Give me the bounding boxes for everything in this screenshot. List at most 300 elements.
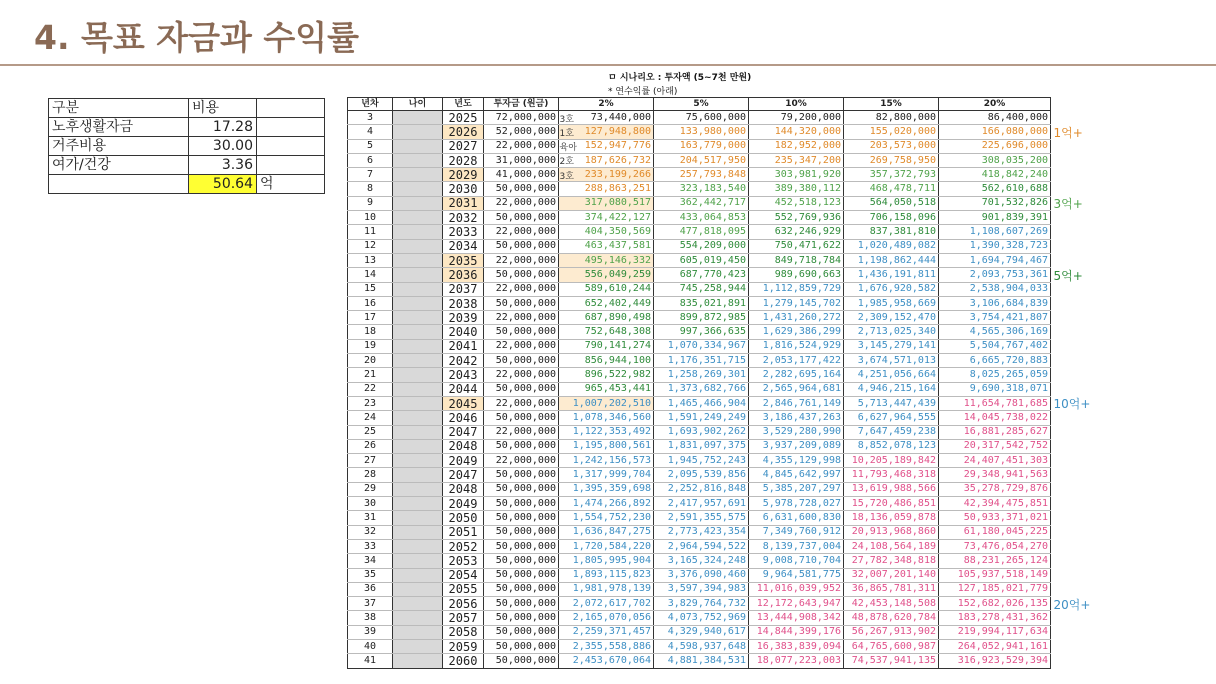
cell-year-count: 7 [348,168,393,182]
table-row [348,425,1051,439]
cell-year-count: 8 [348,182,393,196]
cell-rate-15: 24,108,564,189 [844,539,939,553]
investment-projection-table [347,97,1051,669]
cell-age [393,568,443,582]
cell-rate-5: 1,591,249,249 [654,411,749,425]
cell-rate-20: 42,394,475,851 [939,497,1051,511]
cell-rate-2: 1,007,202,510 [559,396,654,410]
cell-year: 2052 [443,539,484,553]
header-rate-5: 5% [654,98,749,111]
cell-rate-5: 1,465,466,904 [654,396,749,410]
cell-year-count: 35 [348,568,393,582]
summary-header-cost: 비용 [189,99,257,118]
cell-age [393,268,443,282]
cell-year: 2049 [443,497,484,511]
cell-year: 2048 [443,439,484,453]
table-row [348,168,1051,182]
table-row [348,196,1051,210]
cell-rate-10: 13,444,908,342 [749,611,844,625]
table-row [348,339,1051,353]
cell-year-count: 25 [348,425,393,439]
cell-rate-5: 605,019,450 [654,253,749,267]
cell-rate-15: 7,647,459,238 [844,425,939,439]
cell-rate-15: 42,453,148,508 [844,597,939,611]
summary-value: 17.28 [189,118,257,137]
cell-rate-15: 64,765,600,987 [844,639,939,653]
cell-rate-15: 837,381,810 [844,225,939,239]
cell-rate-20: 29,348,941,563 [939,468,1051,482]
cell-rate-5: 2,417,957,691 [654,497,749,511]
cell-rate-20: 73,476,054,270 [939,539,1051,553]
cell-rate-10: 1,629,386,299 [749,325,844,339]
table-row [348,153,1051,167]
cell-year-count: 39 [348,625,393,639]
cell-principal: 50,000,000 [484,468,559,482]
cell-rate-5: 4,881,384,531 [654,654,749,668]
cell-year-count: 4 [348,125,393,139]
table-row [348,568,1051,582]
milestone-marker: 20억+ [1053,597,1091,612]
cell-age [393,411,443,425]
summary-row [49,156,325,175]
scenario-note: ㅁ 시나리오 : 투자액 (5~7천 만원) [608,73,752,83]
cell-year-count: 30 [348,497,393,511]
cell-rate-10: 9,964,581,775 [749,568,844,582]
table-row [348,354,1051,368]
cell-rate-20: 50,933,371,021 [939,511,1051,525]
cell-rate-15: 4,946,215,164 [844,382,939,396]
cell-year-count: 34 [348,554,393,568]
cost-summary-table [48,98,325,194]
header-rate-15: 15% [844,98,939,111]
cell-rate-5: 2,095,539,856 [654,468,749,482]
cell-rate-20: 14,045,738,022 [939,411,1051,425]
cell-principal: 50,000,000 [484,239,559,253]
cell-principal: 22,000,000 [484,396,559,410]
summary-total-unit: 억 [257,175,325,194]
cell-rate-5: 1,070,334,967 [654,339,749,353]
cell-principal: 50,000,000 [484,482,559,496]
cell-rate-20: 9,690,318,071 [939,382,1051,396]
cell-year: 2025 [443,111,484,125]
table-row [348,182,1051,196]
cell-rate-10: 7,349,760,912 [749,525,844,539]
cell-rate-15: 1,436,191,811 [844,268,939,282]
cell-year-count: 3 [348,111,393,125]
cell-rate-5: 899,872,985 [654,311,749,325]
summary-label: 노후생활자금 [49,118,189,137]
cell-rate-10: 182,952,000 [749,139,844,153]
cell-year: 2039 [443,311,484,325]
cell-rate-20: 308,035,200 [939,153,1051,167]
table-row [348,311,1051,325]
cell-rate-2: 687,890,498 [559,311,654,325]
cell-year-count: 12 [348,239,393,253]
cell-rate-5: 554,209,000 [654,239,749,253]
cell-rate-20: 16,881,285,627 [939,425,1051,439]
cell-rate-5: 2,773,423,354 [654,525,749,539]
table-row [348,525,1051,539]
table-row [348,139,1051,153]
cell-year: 2028 [443,153,484,167]
cell-year: 2033 [443,225,484,239]
cell-principal: 22,000,000 [484,339,559,353]
cell-age [393,125,443,139]
cell-rate-20: 105,937,518,149 [939,568,1051,582]
cell-rate-5: 1,945,752,243 [654,454,749,468]
cell-year-count: 17 [348,311,393,325]
cell-rate-10: 5,978,728,027 [749,497,844,511]
cell-year: 2057 [443,611,484,625]
cell-rate-5: 997,366,635 [654,325,749,339]
cell-rate-5: 433,064,853 [654,211,749,225]
cell-age [393,139,443,153]
cell-rate-10: 11,016,039,952 [749,582,844,596]
cell-rate-20: 8,025,265,059 [939,368,1051,382]
cell-year: 2037 [443,282,484,296]
table-row [348,611,1051,625]
cell-age [393,639,443,653]
summary-total-row [49,175,325,194]
summary-value: 30.00 [189,137,257,156]
cell-rate-15: 32,007,201,140 [844,568,939,582]
cell-rate-20: 1,694,794,467 [939,253,1051,267]
cell-rate-2: 1,554,752,230 [559,511,654,525]
cell-rate-10: 235,347,200 [749,153,844,167]
cell-age [393,439,443,453]
cell-rate-15: 468,478,711 [844,182,939,196]
summary-header-unit [257,99,325,118]
cell-principal: 50,000,000 [484,654,559,668]
cell-principal: 50,000,000 [484,597,559,611]
cell-rate-2: 2,072,617,702 [559,597,654,611]
cell-rate-20: 11,654,781,685 [939,396,1051,410]
cell-rate-10: 1,816,524,929 [749,339,844,353]
cell-principal: 50,000,000 [484,511,559,525]
cell-rate-10: 849,718,784 [749,253,844,267]
cell-rate-20: 183,278,431,362 [939,611,1051,625]
cell-principal: 50,000,000 [484,497,559,511]
cell-rate-20: 6,665,720,883 [939,354,1051,368]
cell-year-count: 5 [348,139,393,153]
cell-age [393,454,443,468]
cell-rate-2: 856,944,100 [559,354,654,368]
summary-label: 여가/건강 [49,156,189,175]
cell-year-count: 26 [348,439,393,453]
cell-rate-20: 2,538,904,033 [939,282,1051,296]
cell-rate-2: 73,440,000 [559,111,654,125]
cell-rate-2: 187,626,732 [559,153,654,167]
cell-age [393,511,443,525]
cell-age [393,654,443,668]
cell-rate-5: 835,021,891 [654,296,749,310]
cell-rate-15: 203,573,000 [844,139,939,153]
cell-rate-10: 6,631,600,830 [749,511,844,525]
cell-rate-2: 790,141,274 [559,339,654,353]
table-row [348,554,1051,568]
cell-year-count: 9 [348,196,393,210]
cell-rate-15: 3,145,279,141 [844,339,939,353]
cell-principal: 50,000,000 [484,382,559,396]
cell-age [393,497,443,511]
cell-age [393,368,443,382]
cell-age [393,239,443,253]
cell-rate-15: 36,865,781,311 [844,582,939,596]
cell-rate-5: 4,598,937,648 [654,639,749,653]
cell-year: 2031 [443,196,484,210]
header-rate-2: 2% [559,98,654,111]
cell-rate-20: 24,407,451,303 [939,454,1051,468]
cell-rate-2: 2,453,670,064 [559,654,654,668]
cell-principal: 72,000,000 [484,111,559,125]
cell-year: 2055 [443,582,484,596]
row-side-note: 2호 [559,157,574,168]
cell-principal: 22,000,000 [484,454,559,468]
cell-rate-20: 2,093,753,361 [939,268,1051,282]
cell-rate-10: 3,529,280,990 [749,425,844,439]
cell-rate-5: 133,980,000 [654,125,749,139]
table-row [348,454,1051,468]
cell-principal: 50,000,000 [484,625,559,639]
cell-year: 2046 [443,411,484,425]
cell-rate-10: 79,200,000 [749,111,844,125]
cell-rate-15: 1,198,862,444 [844,253,939,267]
cell-rate-10: 12,172,643,947 [749,597,844,611]
cell-principal: 22,000,000 [484,139,559,153]
table-row [348,239,1051,253]
cell-rate-15: 74,537,941,135 [844,654,939,668]
cell-rate-15: 6,627,964,555 [844,411,939,425]
cell-year: 2047 [443,468,484,482]
return-note: * 연수익률 (아래) [608,87,678,97]
cell-principal: 52,000,000 [484,125,559,139]
cell-rate-20: 562,610,688 [939,182,1051,196]
cell-rate-10: 2,565,964,681 [749,382,844,396]
cell-rate-5: 3,829,764,732 [654,597,749,611]
cell-rate-2: 2,259,371,457 [559,625,654,639]
cell-rate-15: 8,852,078,123 [844,439,939,453]
cell-rate-10: 452,518,123 [749,196,844,210]
table-row [348,296,1051,310]
cell-rate-20: 88,231,265,124 [939,554,1051,568]
cell-year-count: 36 [348,582,393,596]
table-row [348,111,1051,125]
header-rate-20: 20% [939,98,1051,111]
cell-year-count: 21 [348,368,393,382]
summary-value: 3.36 [189,156,257,175]
cell-rate-20: 86,400,000 [939,111,1051,125]
cell-age [393,539,443,553]
cell-year: 2034 [443,239,484,253]
cell-rate-15: 155,020,000 [844,125,939,139]
table-row [348,511,1051,525]
cell-principal: 50,000,000 [484,639,559,653]
table-header-row [348,98,1051,111]
cell-rate-5: 745,258,944 [654,282,749,296]
cell-principal: 50,000,000 [484,439,559,453]
cell-principal: 22,000,000 [484,225,559,239]
cell-year-count: 6 [348,153,393,167]
cell-rate-20: 418,842,240 [939,168,1051,182]
table-row [348,468,1051,482]
cell-age [393,554,443,568]
cell-rate-2: 2,355,558,886 [559,639,654,653]
cell-rate-20: 316,923,529,394 [939,654,1051,668]
cell-rate-2: 556,049,259 [559,268,654,282]
cell-rate-5: 362,442,717 [654,196,749,210]
cell-rate-10: 303,981,920 [749,168,844,182]
row-side-note: 1호 [559,128,574,139]
table-row [348,382,1051,396]
row-side-note: 3호 [559,114,574,125]
cell-age [393,282,443,296]
table-row [348,497,1051,511]
cell-rate-10: 989,690,663 [749,268,844,282]
cell-rate-15: 2,309,152,470 [844,311,939,325]
cell-rate-10: 16,383,839,094 [749,639,844,653]
cell-rate-2: 495,146,332 [559,253,654,267]
cell-age [393,325,443,339]
summary-header-category: 구분 [49,99,189,118]
cell-year: 2050 [443,511,484,525]
row-side-note: 육아 [559,143,577,154]
cell-rate-10: 750,471,622 [749,239,844,253]
cell-rate-15: 56,267,913,902 [844,625,939,639]
cell-year: 2032 [443,211,484,225]
cell-rate-15: 18,136,059,878 [844,511,939,525]
cell-rate-2: 2,165,070,056 [559,611,654,625]
cell-principal: 50,000,000 [484,411,559,425]
cell-rate-2: 1,317,999,704 [559,468,654,482]
table-row [348,582,1051,596]
cell-rate-20: 264,052,941,161 [939,639,1051,653]
cell-rate-2: 1,078,346,560 [559,411,654,425]
title-divider [0,64,1216,66]
table-row [348,253,1051,267]
cell-principal: 50,000,000 [484,582,559,596]
cell-principal: 50,000,000 [484,354,559,368]
cell-rate-2: 374,422,127 [559,211,654,225]
cell-rate-10: 2,053,177,422 [749,354,844,368]
cell-rate-15: 564,050,518 [844,196,939,210]
cell-age [393,196,443,210]
cell-rate-10: 1,431,260,272 [749,311,844,325]
cell-year-count: 37 [348,597,393,611]
cell-rate-2: 127,948,800 [559,125,654,139]
cell-rate-2: 752,648,308 [559,325,654,339]
cell-year-count: 27 [348,454,393,468]
cell-rate-15: 20,913,968,860 [844,525,939,539]
cell-rate-2: 1,805,995,904 [559,554,654,568]
header-rate-10: 10% [749,98,844,111]
cell-rate-15: 82,800,000 [844,111,939,125]
cell-rate-15: 1,676,920,582 [844,282,939,296]
cell-rate-10: 1,112,859,729 [749,282,844,296]
cell-rate-20: 4,565,306,169 [939,325,1051,339]
cell-rate-10: 1,279,145,702 [749,296,844,310]
cell-rate-10: 389,380,112 [749,182,844,196]
cell-rate-10: 9,008,710,704 [749,554,844,568]
milestone-marker: 10억+ [1053,397,1091,412]
cell-rate-10: 8,139,737,004 [749,539,844,553]
cell-principal: 31,000,000 [484,153,559,167]
cell-rate-2: 288,863,251 [559,182,654,196]
cell-principal: 50,000,000 [484,182,559,196]
header-principal: 투자금 (원금) [484,98,559,111]
cell-year: 2040 [443,325,484,339]
cell-age [393,339,443,353]
cell-rate-20: 152,682,026,135 [939,597,1051,611]
cell-year: 2058 [443,625,484,639]
cell-rate-2: 1,242,156,573 [559,454,654,468]
cell-principal: 22,000,000 [484,196,559,210]
cell-rate-5: 3,597,394,983 [654,582,749,596]
cell-rate-2: 652,402,449 [559,296,654,310]
cell-rate-2: 404,350,569 [559,225,654,239]
cell-principal: 22,000,000 [484,425,559,439]
cell-rate-15: 1,985,958,669 [844,296,939,310]
page-title: 4. 목표 자금과 수익률 [34,18,359,57]
cell-rate-15: 48,878,620,784 [844,611,939,625]
cell-year: 2036 [443,268,484,282]
cell-rate-5: 163,779,000 [654,139,749,153]
cell-year: 2049 [443,454,484,468]
cell-year: 2044 [443,382,484,396]
cell-principal: 50,000,000 [484,325,559,339]
cell-rate-20: 701,532,826 [939,196,1051,210]
cell-age [393,396,443,410]
cell-rate-20: 20,317,542,752 [939,439,1051,453]
cell-year: 2051 [443,525,484,539]
table-row [348,654,1051,668]
cell-rate-10: 2,282,695,164 [749,368,844,382]
cell-year-count: 33 [348,539,393,553]
cell-rate-5: 4,329,940,617 [654,625,749,639]
cell-rate-2: 1,395,359,698 [559,482,654,496]
cell-rate-2: 1,195,800,561 [559,439,654,453]
cell-principal: 41,000,000 [484,168,559,182]
cell-rate-20: 61,180,045,225 [939,525,1051,539]
cell-principal: 50,000,000 [484,211,559,225]
cell-rate-2: 1,720,584,220 [559,539,654,553]
cell-rate-5: 323,183,540 [654,182,749,196]
table-row [348,268,1051,282]
cell-year-count: 40 [348,639,393,653]
cell-rate-15: 10,205,189,842 [844,454,939,468]
cell-year-count: 22 [348,382,393,396]
table-row [348,539,1051,553]
cell-year: 2047 [443,425,484,439]
cell-rate-10: 2,846,761,149 [749,396,844,410]
cell-age [393,611,443,625]
cell-year-count: 10 [348,211,393,225]
table-row [348,368,1051,382]
cell-rate-10: 552,769,936 [749,211,844,225]
cell-principal: 50,000,000 [484,525,559,539]
cell-rate-15: 3,674,571,013 [844,354,939,368]
cell-rate-2: 152,947,776 [559,139,654,153]
summary-header-row [49,99,325,118]
cell-age [393,253,443,267]
cell-year-count: 15 [348,282,393,296]
summary-unit [257,156,325,175]
cell-rate-15: 27,782,348,818 [844,554,939,568]
cell-rate-20: 1,108,607,269 [939,225,1051,239]
cell-year-count: 20 [348,354,393,368]
cell-year: 2056 [443,597,484,611]
cell-age [393,111,443,125]
cell-year-count: 24 [348,411,393,425]
